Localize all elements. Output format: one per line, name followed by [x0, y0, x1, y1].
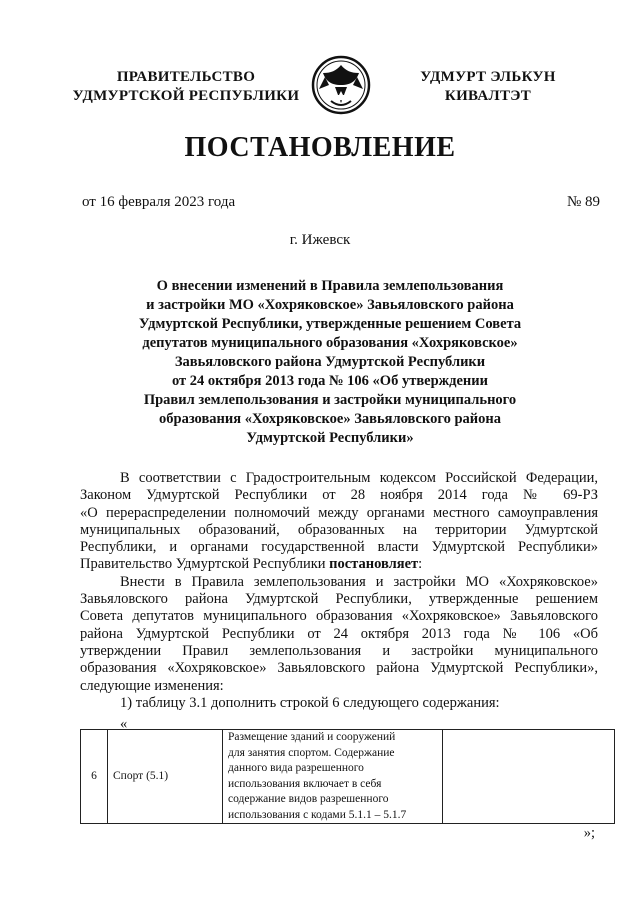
subject-line: образования «Хохряковское» Завьяловского района — [159, 411, 501, 427]
body-line: образования «Хохряковское» Завьяловского района Удмуртской Республики», — [80, 660, 598, 677]
document-date: от 16 февраля 2023 года — [82, 194, 236, 210]
body-line: Внести в Правила землепользования и застройки МО «Хохряковское» — [120, 573, 598, 590]
resolution-prefix: Правительство Удмуртской Республики — [80, 556, 330, 573]
issuer-ru-line-2: УДМУРТСКОЙ РЕСПУБЛИКИ — [72, 88, 300, 104]
description-line: данного вида разрешенного — [228, 762, 364, 774]
resolution-keyword: постановляет — [329, 556, 419, 573]
amendment-item-1: 1) таблицу 3.1 дополнить строкой 6 следующего содержания: — [120, 694, 500, 711]
document-title: ПОСТАНОВЛЕНИЕ — [184, 132, 456, 163]
issuer-udm — [406, 68, 570, 106]
body-line: Завьяловского района Удмуртской Республики, утвержденные решением — [80, 591, 598, 608]
subject-line: Удмуртской Республики» — [246, 430, 414, 446]
document-subject — [120, 277, 540, 448]
issuer-udm-line-1: УДМУРТ ЭЛЬКУН — [420, 69, 556, 85]
document-number: № 89 — [566, 194, 600, 210]
subject-line: от 24 октября 2013 года № 106 «Об утверждении — [171, 373, 488, 389]
description-line: использования включает в себя — [228, 777, 382, 790]
description-line: Размещение зданий и сооружений — [228, 731, 396, 743]
description-line: для занятия спортом. Содержание — [228, 746, 395, 759]
description-line: содержание видов разрешенного — [228, 793, 389, 805]
table-cell-number: 6 — [81, 730, 108, 824]
subject-line: Удмуртской Республики, утвержденные решением Совета — [138, 316, 522, 332]
body-line: Республики, и органами государственной власти Удмуртской Республики» — [80, 539, 598, 556]
resolution-suffix: : — [418, 556, 423, 573]
description-line: использования с кодами 5.1.1 – 5.1.7 — [228, 808, 407, 821]
table-cell-empty — [443, 730, 615, 824]
subject-line: О внесении изменений в Правила землепользования — [156, 278, 504, 294]
body-line: Законом Удмуртской Республики от 28 ноября 2014 года № 69-РЗ — [80, 487, 598, 504]
issuer-ru-line-1: ПРАВИТЕЛЬСТВО — [116, 69, 256, 85]
table-cell-description — [223, 730, 443, 824]
subject-line: Завьяловского района Удмуртской Республики — [174, 354, 486, 370]
issuer-udm-line-2: КИВАЛТЭТ — [444, 88, 532, 104]
subject-line: Правил землепользования и застройки муниципального — [143, 392, 517, 408]
issuer-ru — [70, 68, 302, 106]
quote-close-mark: »; — [583, 825, 595, 841]
document-city: г. Ижевск — [289, 232, 351, 248]
body-line: района Удмуртской Республики от 24 октября 2013 года № 106 «Об — [80, 625, 598, 642]
body-line: муниципальных образований, образованных на территории Удмуртской — [80, 521, 598, 538]
quote-open-mark: « — [120, 716, 128, 732]
body-line: утверждении Правил землепользования и застройки муниципального — [80, 642, 598, 659]
body-line: Совета депутатов муниципального образования «Хохряковское» Завьяловского — [80, 608, 598, 625]
subject-line: депутатов муниципального образования «Хохряковское» — [142, 335, 518, 351]
body-line-resolution — [80, 556, 598, 573]
amendment-table — [80, 729, 615, 824]
subject-line: и застройки МО «Хохряковское» Завьяловского района — [146, 297, 514, 313]
table-row — [81, 730, 615, 824]
document-body — [80, 470, 598, 712]
body-line: следующие изменения: — [80, 677, 224, 694]
body-line: «О перераспределении полномочий между органами местного самоуправления — [80, 504, 598, 521]
coat-of-arms-icon — [311, 55, 371, 115]
body-line: В соответствии с Градостроительным кодексом Российской Федерации, — [120, 470, 598, 486]
table-cell-name: Спорт (5.1) — [108, 730, 223, 824]
